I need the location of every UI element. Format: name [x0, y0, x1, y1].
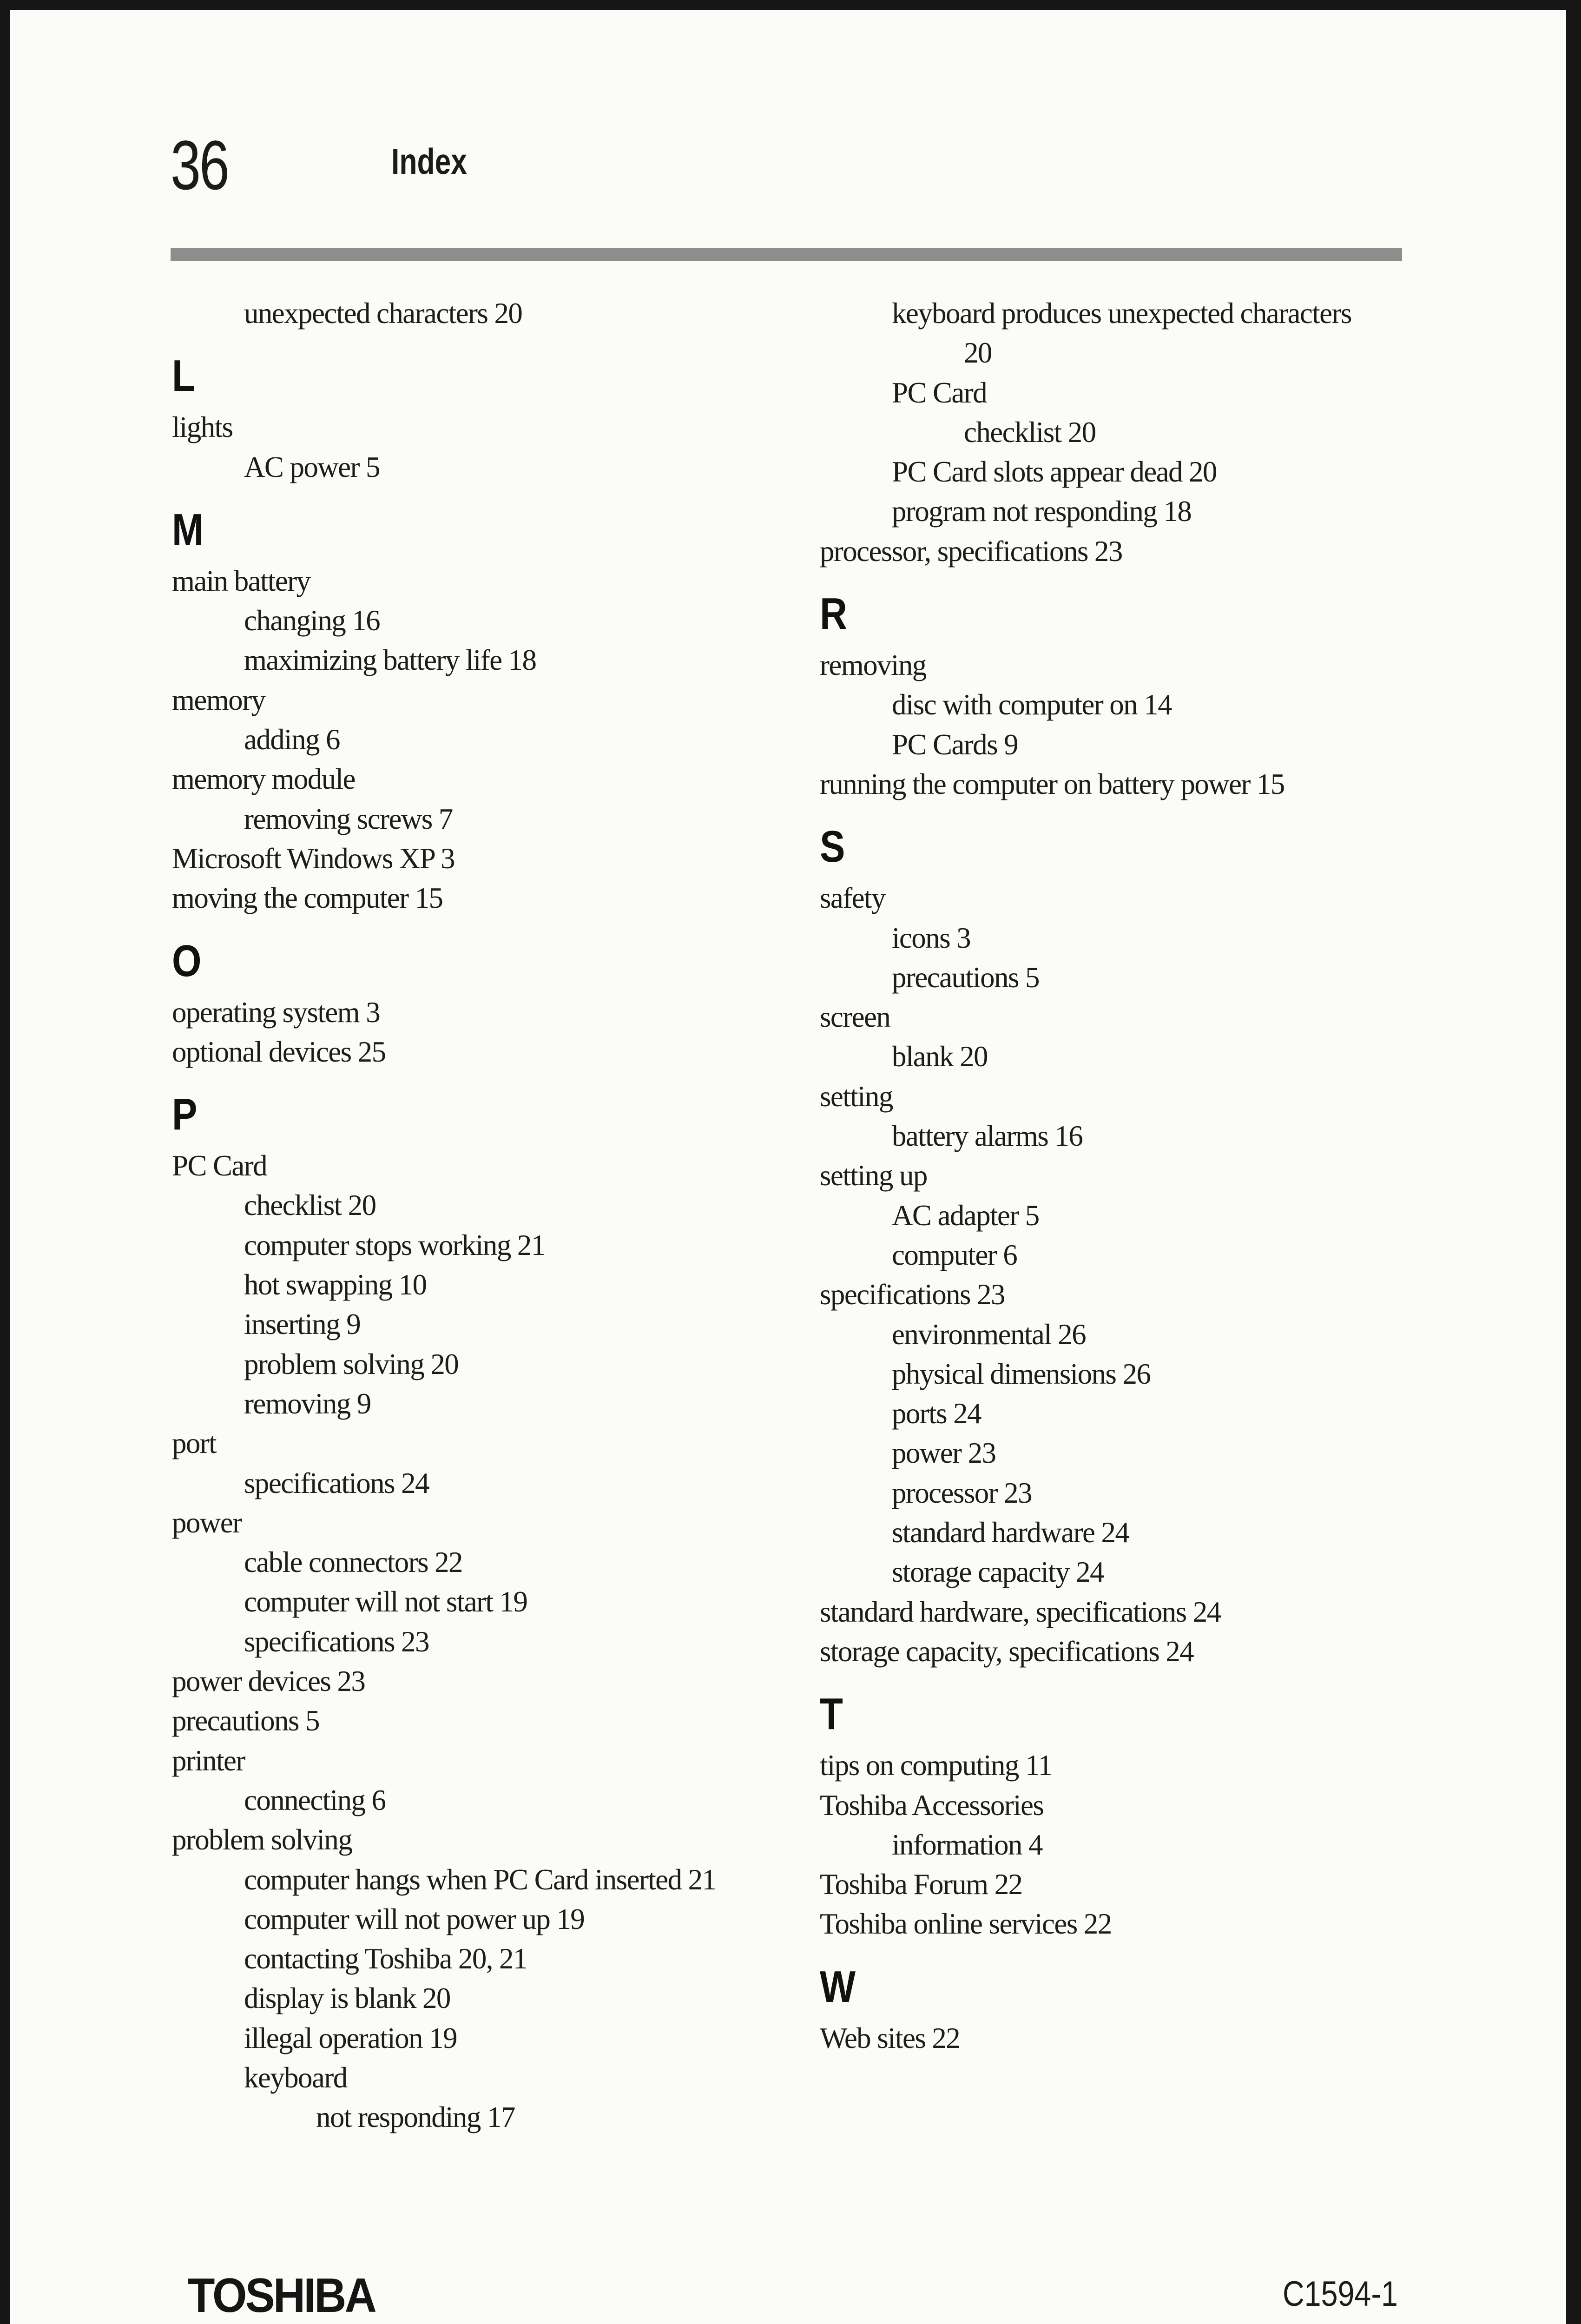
index-entry: screen — [820, 1001, 890, 1034]
page-number: 36 — [171, 126, 228, 204]
index-section-letter: M — [172, 504, 204, 555]
index-page — [10, 10, 1566, 2324]
index-subentry: program not responding 18 — [892, 495, 1192, 528]
index-subentry: inserting 9 — [244, 1308, 361, 1341]
index-entry: specifications 23 — [820, 1278, 1005, 1311]
index-subentry: connecting 6 — [244, 1783, 386, 1816]
index-entry: memory module — [172, 763, 355, 796]
index-subentry: 20 — [964, 337, 992, 370]
index-subentry: PC Cards 9 — [892, 728, 1018, 761]
index-subentry: power 23 — [892, 1437, 996, 1470]
index-subentry: changing 16 — [244, 604, 380, 637]
index-subentry: computer will not start 19 — [244, 1585, 527, 1618]
index-subentry: battery alarms 16 — [892, 1120, 1083, 1153]
index-entry: optional devices 25 — [172, 1035, 386, 1068]
index-subentry: unexpected characters 20 — [244, 297, 522, 330]
index-subentry: removing 9 — [244, 1387, 371, 1420]
index-subentry: computer hangs when PC Card inserted 21 — [244, 1863, 716, 1896]
index-entry: precautions 5 — [172, 1704, 319, 1737]
index-subentry: removing screws 7 — [244, 802, 453, 835]
index-subentry: environmental 26 — [892, 1318, 1086, 1351]
index-entry: Web sites 22 — [820, 2021, 960, 2054]
document-code: C1594-1 — [1283, 2274, 1398, 2314]
index-entry: tips on computing 11 — [820, 1749, 1052, 1782]
index-subentry: PC Card — [892, 376, 987, 409]
index-subentry: AC adapter 5 — [892, 1199, 1039, 1232]
index-entry: port — [172, 1427, 217, 1460]
index-subentry: information 4 — [892, 1828, 1042, 1861]
index-subentry: specifications 23 — [244, 1625, 429, 1658]
index-subentry: keyboard produces unexpected characters — [892, 297, 1351, 330]
index-entry: moving the computer 15 — [172, 882, 443, 915]
index-subentry: computer will not power up 19 — [244, 1902, 585, 1935]
index-subentry: checklist 20 — [244, 1189, 376, 1222]
index-entry: storage capacity, specifications 24 — [820, 1635, 1194, 1668]
index-subentry: computer stops working 21 — [244, 1228, 545, 1261]
index-entry: memory — [172, 683, 265, 716]
index-subentry: blank 20 — [892, 1040, 988, 1073]
index-subentry: not responding 17 — [316, 2101, 515, 2134]
index-entry: processor, specifications 23 — [820, 535, 1122, 568]
index-entry: lights — [172, 411, 233, 444]
index-subentry: standard hardware 24 — [892, 1516, 1129, 1549]
index-subentry: illegal operation 19 — [244, 2021, 457, 2054]
index-subentry: specifications 24 — [244, 1466, 429, 1499]
index-section-letter: T — [820, 1689, 843, 1739]
index-entry: setting up — [820, 1159, 927, 1192]
index-entry: problem solving — [172, 1823, 352, 1856]
index-subentry: ports 24 — [892, 1397, 981, 1430]
index-subentry: hot swapping 10 — [244, 1268, 427, 1301]
index-entry: Toshiba Accessories — [820, 1789, 1044, 1822]
index-subentry: maximizing battery life 18 — [244, 644, 536, 677]
index-entry: printer — [172, 1744, 245, 1777]
index-subentry: storage capacity 24 — [892, 1556, 1104, 1589]
page-title: Index — [391, 141, 467, 182]
index-entry: running the computer on battery power 15 — [820, 767, 1285, 800]
index-entry: Toshiba Forum 22 — [820, 1868, 1022, 1901]
index-subentry: contacting Toshiba 20, 21 — [244, 1942, 527, 1975]
index-entry: main battery — [172, 564, 310, 597]
index-subentry: cable connectors 22 — [244, 1546, 462, 1579]
index-subentry: PC Card slots appear dead 20 — [892, 456, 1217, 489]
index-subentry: display is blank 20 — [244, 1982, 450, 2015]
index-entry: Microsoft Windows XP 3 — [172, 842, 455, 875]
index-subentry: icons 3 — [892, 921, 971, 954]
toshiba-logo: TOSHIBA — [188, 2269, 375, 2323]
index-subentry: computer 6 — [892, 1238, 1017, 1271]
index-entry: operating system 3 — [172, 996, 380, 1029]
index-section-letter: W — [820, 1961, 856, 2012]
index-subentry: adding 6 — [244, 723, 340, 756]
index-entry: PC Card — [172, 1149, 267, 1182]
index-entry: standard hardware, specifications 24 — [820, 1595, 1221, 1628]
index-entry: setting — [820, 1080, 893, 1113]
index-subentry: problem solving 20 — [244, 1347, 459, 1380]
index-column-right — [820, 294, 1419, 2058]
index-entry: safety — [820, 882, 885, 915]
index-subentry: processor 23 — [892, 1476, 1032, 1509]
index-subentry: keyboard — [244, 2061, 347, 2094]
index-subentry: physical dimensions 26 — [892, 1357, 1151, 1390]
index-subentry: checklist 20 — [964, 416, 1096, 449]
index-section-letter: L — [172, 351, 195, 401]
index-section-letter: R — [820, 589, 847, 639]
index-entry: removing — [820, 649, 926, 682]
header-divider — [171, 248, 1402, 261]
index-section-letter: S — [820, 822, 845, 872]
index-subentry: precautions 5 — [892, 961, 1039, 994]
index-column-left — [172, 294, 776, 2138]
index-subentry: disc with computer on 14 — [892, 688, 1172, 721]
index-entry: power — [172, 1506, 242, 1539]
index-section-letter: P — [172, 1089, 198, 1140]
index-subentry: AC power 5 — [244, 450, 380, 483]
index-entry: power devices 23 — [172, 1665, 365, 1698]
index-section-letter: O — [172, 936, 202, 986]
index-entry: Toshiba online services 22 — [820, 1908, 1112, 1941]
